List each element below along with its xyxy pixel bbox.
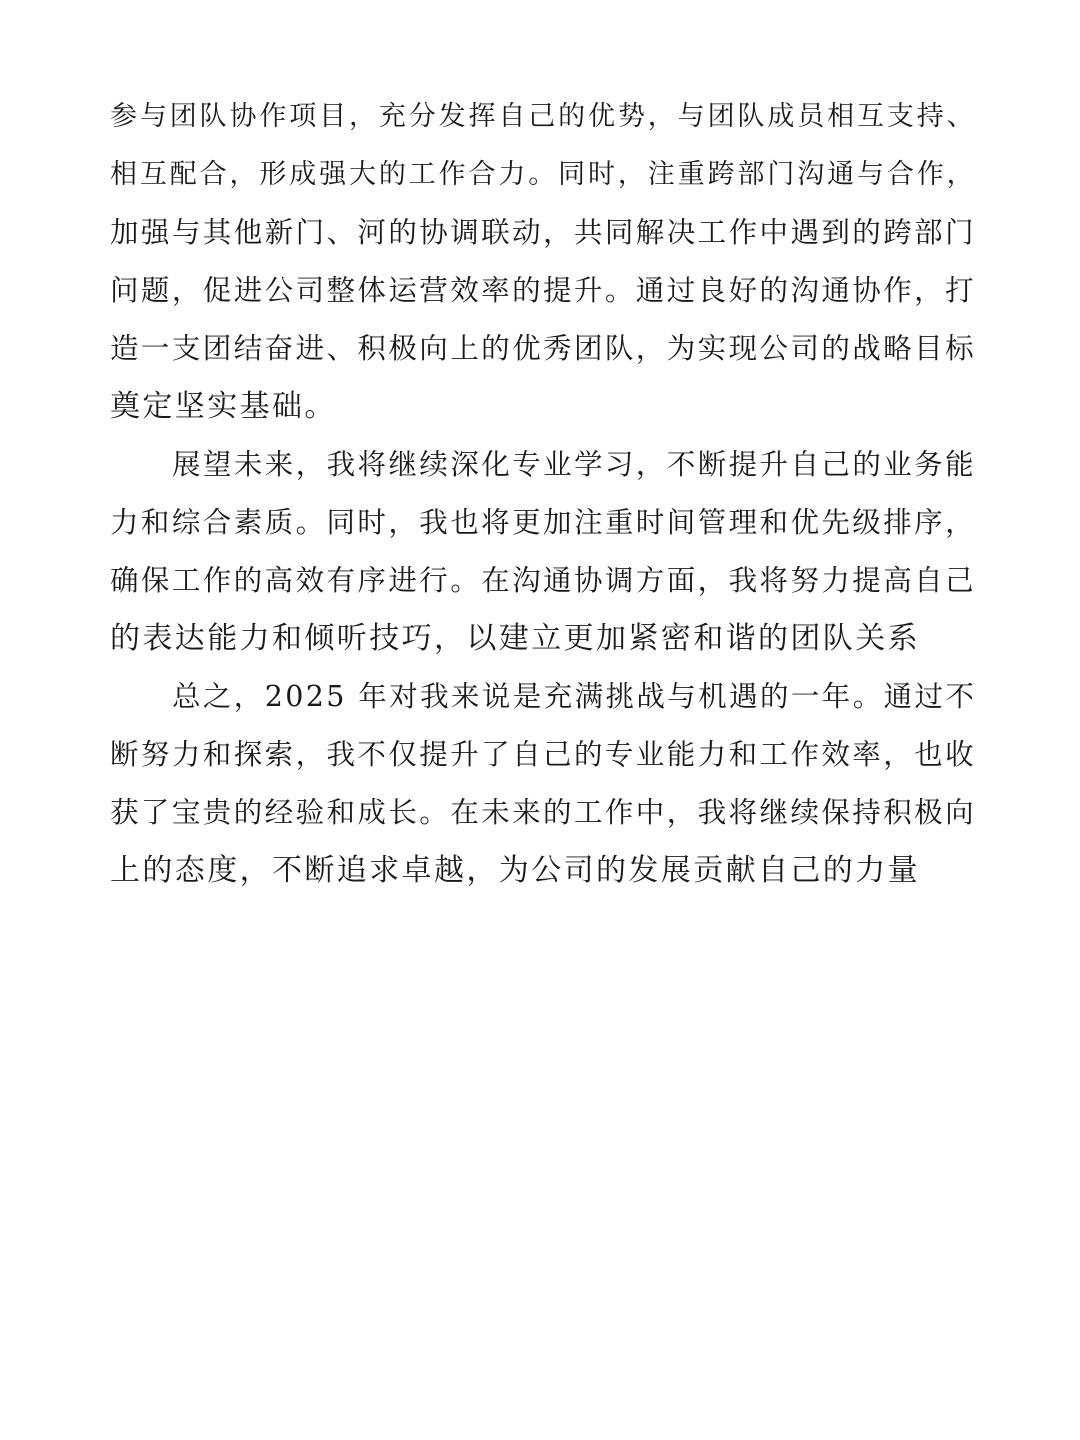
text-line: 获了宝贵的经验和成长。在未来的工作中，我将继续保持积极向	[110, 796, 976, 829]
text-line: 上的态度，不断追求卓越，为公司的发展贡献自己的力量	[110, 853, 920, 888]
paragraph-teamwork	[110, 88, 976, 436]
text-line: 总之，2025 年对我来说是充满挑战与机遇的一年。通过不	[172, 680, 977, 713]
text-line: 相互配合，形成强大的工作合力。同时，注重跨部门沟通与合作，	[110, 159, 976, 190]
text-line: 展望未来，我将继续深化专业学习，不断提升自己的业务能	[172, 448, 976, 481]
text-line: 造一支团结奋进、积极向上的优秀团队，为实现公司的战略目标	[110, 332, 976, 365]
text-line: 加强与其他新门、河的协调联动，共同解决工作中遇到的跨部门	[110, 216, 976, 249]
text-line: 断努力和探索，我不仅提升了自己的专业能力和工作效率，也收	[110, 738, 976, 771]
text-line: 奠定坚实基础。	[110, 389, 337, 424]
paragraph-summary	[110, 668, 976, 900]
text-line: 力和综合素质。同时，我也将更加注重时间管理和优先级排序，	[110, 506, 976, 539]
text-line: 的表达能力和倾听技巧，以建立更加紧密和谐的团队关系	[110, 621, 920, 656]
paragraph-outlook	[110, 436, 976, 668]
text-line: 参与团队协作项目，充分发挥自己的优势，与团队成员相互支持、	[110, 101, 976, 132]
text-line: 确保工作的高效有序进行。在沟通协调方面，我将努力提高自己	[110, 564, 976, 597]
text-line: 问题，促进公司整体运营效率的提升。通过良好的沟通协作，打	[110, 274, 976, 307]
document-page	[110, 88, 976, 900]
